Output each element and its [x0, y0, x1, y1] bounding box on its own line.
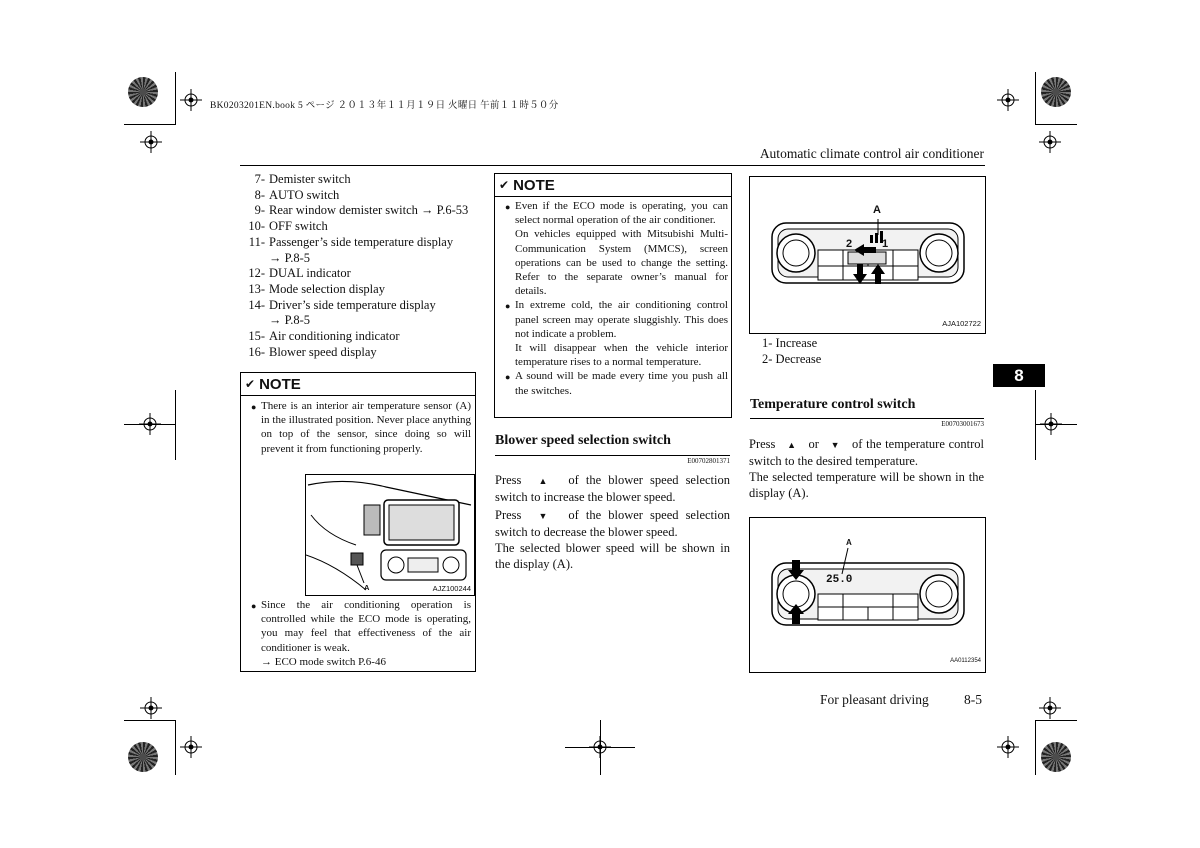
note-bullet: ● Since the air conditioning operation is controlled while the ECO mode is operating, you may feel that effectiveness of the air conditioner is weak. → ECO mode switch P.6-46 [251, 599, 471, 668]
section-code: E00702801371 [687, 457, 730, 465]
registration-rosette [1041, 77, 1071, 107]
note-box-left [240, 372, 476, 672]
callout-a: A [873, 204, 881, 216]
callout-1: 1 [882, 238, 889, 250]
registration-mark-icon [180, 736, 202, 758]
switch-list [238, 172, 478, 360]
registration-mark-icon [1039, 697, 1061, 719]
switch-list-item: 15- Air conditioning indicator [248, 329, 400, 344]
registration-rosette [128, 742, 158, 772]
callout-list-item: 2- Decrease [762, 351, 822, 366]
note-bullet: ● A sound will be made every time you push all the switches. [505, 370, 728, 397]
switch-list-item: → P.8-5 [269, 313, 310, 328]
blower-section-title: Blower speed selection switch [495, 433, 671, 448]
footer-page-number: 8-5 [964, 692, 982, 707]
registration-mark-icon [140, 131, 162, 153]
figure-code: AJZ100244 [432, 584, 471, 593]
section-code: E00703001673 [941, 420, 984, 428]
bullet-icon: ● [251, 402, 257, 412]
temperature-display: 25.0 [826, 574, 853, 586]
footer-section: For pleasant driving [820, 692, 929, 707]
registration-rosette [128, 77, 158, 107]
control-panel-illustration [750, 518, 985, 672]
switch-list-item: → P.8-5 [269, 250, 310, 265]
bullet-icon: ● [251, 601, 257, 611]
blower-panel-figure [749, 176, 986, 334]
blower-section-body: Press ▲ of the blower speed selection switch to increase the blower speed. Press ▼ of the blower speed selection switch to decrease the blower speed. The selected blower speed will be shown in the display (A). [495, 473, 730, 571]
registration-mark-icon [140, 697, 162, 719]
bullet-icon: ● [505, 202, 511, 212]
figure-code: AA0112354 [950, 658, 981, 664]
callout-list-item: 1- Increase [762, 336, 818, 350]
switch-list-item: 8- AUTO switch [254, 187, 340, 202]
note-check-icon: ✔︎ [245, 377, 256, 391]
increase-arrow-icon: ▲ [538, 476, 552, 486]
decrease-arrow-icon: ▼ [830, 440, 841, 450]
switch-list-item: 9- Rear window demister switch → P.6-53 [254, 203, 469, 218]
figure-code: AJA102722 [942, 319, 981, 328]
temperature-panel-figure [749, 517, 986, 673]
switch-list-item: 13- Mode selection display [248, 281, 385, 296]
callout-2: 2 [846, 238, 853, 250]
switch-list-item: 14- Driver’s side temperature display [248, 297, 436, 312]
note-label: NOTE [513, 176, 555, 194]
switch-list-item: 10- OFF switch [248, 219, 328, 234]
switch-list-item: 11- Passenger’s side temperature display [248, 234, 454, 249]
section-rule [750, 418, 984, 419]
note-header [495, 174, 731, 197]
note-box-middle [494, 173, 732, 418]
registration-mark-icon [180, 89, 202, 111]
dashboard-illustration [306, 475, 474, 595]
section-rule [495, 455, 730, 456]
note-bullet: ● In extreme cold, the air conditioning control panel screen may operate sluggishly. This does not indicate a problem. It will disappear when the vehicle interior temperature rises to a normal temperature. [505, 299, 728, 369]
registration-mark-icon [997, 736, 1019, 758]
switch-list-item: 12- DUAL indicator [248, 266, 351, 281]
page-header-title: Automatic climate control air conditioner [759, 146, 984, 161]
control-panel-illustration [750, 177, 985, 333]
registration-mark-icon [1039, 131, 1061, 153]
print-stamp: BK0203201EN.book 5 ページ ２０１３年１１月１９日 火曜日 午前１１時５０分 [210, 101, 559, 111]
callout-a: A [846, 538, 852, 547]
chapter-tab: 8 [993, 364, 1045, 387]
note-bullet: ● There is an interior air temperature sensor (A) in the illustrated position. Never place anything on top of the sensor, since doing so will prevent it from functioning properly. [251, 400, 471, 455]
note-header [241, 373, 475, 396]
note-bullet: ● Even if the ECO mode is operating, you can select normal operation of the air conditioner. On vehicles equipped with Mitsubishi Multi-Communication System (MMCS), screen operations can be used to change the setting. Refer to the separate owner’s manual for details. [505, 200, 728, 298]
decrease-arrow-icon: ▼ [538, 511, 552, 521]
switch-list-item: 16- Blower speed display [248, 344, 377, 359]
bullet-icon: ● [505, 372, 511, 383]
registration-rosette [1041, 742, 1071, 772]
note-label: NOTE [259, 375, 301, 393]
sensor-location-figure [305, 474, 475, 596]
callout-list [762, 336, 821, 367]
header-rule [240, 165, 985, 166]
registration-mark-icon [997, 89, 1019, 111]
increase-arrow-icon: ▲ [787, 440, 797, 450]
note-check-icon: ✔︎ [499, 178, 510, 192]
switch-list-item: 7- Demister switch [254, 172, 351, 186]
temp-section-title: Temperature control switch [750, 397, 916, 412]
sensor-label: A [364, 583, 370, 592]
bullet-icon: ● [505, 301, 511, 312]
temp-section-body: Press ▲ or ▼ of the temperature control switch to the desired temperature. The selected temperature will be shown in the display (A). [749, 437, 985, 500]
